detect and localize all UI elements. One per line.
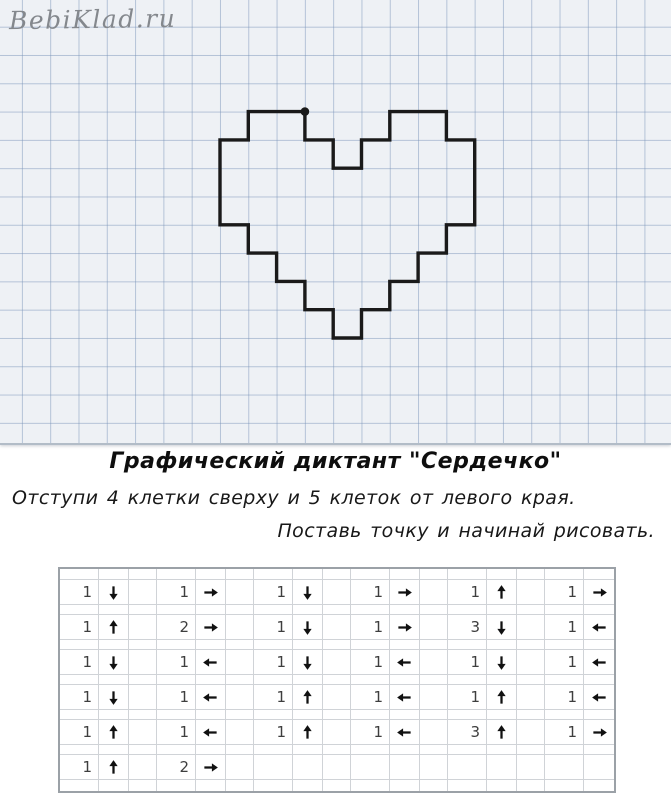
move-count: 1 (373, 617, 383, 636)
empty-grid-cell (226, 720, 254, 745)
move-count-cell (157, 615, 196, 640)
empty-grid-cell (254, 675, 293, 685)
empty-grid-cell (323, 640, 351, 650)
empty-grid-cell (487, 569, 517, 580)
arrow-right-icon (591, 724, 608, 741)
empty-grid-cell (60, 710, 99, 720)
empty-grid-cell (448, 710, 487, 720)
move-count: 1 (373, 687, 383, 706)
arrow-right-icon (202, 584, 219, 601)
empty-grid-cell (293, 755, 323, 780)
empty-grid-cell (196, 710, 226, 720)
empty-grid-cell (584, 780, 614, 791)
move-arrow-cell (390, 650, 420, 675)
move-count: 2 (179, 617, 189, 636)
arrow-down-icon (105, 584, 122, 601)
empty-grid-cell (517, 605, 545, 615)
empty-grid-cell (157, 605, 196, 615)
empty-grid-cell (545, 745, 584, 755)
empty-grid-cell (448, 755, 487, 780)
move-count-cell (254, 720, 293, 745)
arrow-left-icon (396, 654, 413, 671)
move-arrow-cell (584, 685, 614, 710)
arrow-up-icon (105, 619, 122, 636)
heart-outline (220, 112, 475, 338)
arrow-down-icon (299, 654, 316, 671)
empty-grid-cell (448, 605, 487, 615)
empty-grid-cell (99, 780, 129, 791)
empty-grid-cell (60, 569, 99, 580)
empty-grid-cell (420, 640, 448, 650)
empty-grid-cell (129, 720, 157, 745)
empty-grid-cell (254, 710, 293, 720)
empty-grid-cell (293, 640, 323, 650)
move-count: 1 (567, 617, 577, 636)
move-arrow-cell (487, 650, 517, 675)
empty-grid-cell (420, 745, 448, 755)
move-count: 1 (179, 582, 189, 601)
empty-grid-cell (420, 710, 448, 720)
move-count-cell (448, 580, 487, 605)
empty-grid-cell (420, 755, 448, 780)
empty-grid-cell (584, 710, 614, 720)
empty-grid-cell (517, 640, 545, 650)
move-arrow-cell (487, 720, 517, 745)
move-count: 1 (82, 617, 92, 636)
empty-grid-cell (226, 755, 254, 780)
watermark-text: BebiKlad.ru (8, 3, 177, 36)
move-count-cell (157, 650, 196, 675)
arrow-up-icon (493, 689, 510, 706)
move-count-cell (448, 650, 487, 675)
empty-grid-cell (99, 675, 129, 685)
empty-grid-cell (545, 569, 584, 580)
move-count: 1 (276, 582, 286, 601)
move-count-cell (157, 755, 196, 780)
move-count: 1 (373, 582, 383, 601)
empty-grid-cell (254, 755, 293, 780)
move-arrow-cell (293, 720, 323, 745)
instruction-line-1: Отступи 4 клетки сверху и 5 клеток от левого края. (12, 487, 576, 509)
empty-grid-cell (390, 710, 420, 720)
arrow-down-icon (299, 584, 316, 601)
arrow-right-icon (591, 584, 608, 601)
arrow-down-icon (105, 689, 122, 706)
move-arrow-cell (99, 615, 129, 640)
move-count-cell (351, 685, 390, 710)
arrow-down-icon (299, 619, 316, 636)
empty-grid-cell (487, 640, 517, 650)
empty-grid-cell (351, 745, 390, 755)
empty-grid-cell (517, 580, 545, 605)
move-count-cell (254, 615, 293, 640)
empty-grid-cell (196, 745, 226, 755)
empty-grid-cell (196, 675, 226, 685)
move-count-cell (254, 580, 293, 605)
move-count: 1 (82, 757, 92, 776)
empty-grid-cell (517, 710, 545, 720)
move-arrow-cell (196, 755, 226, 780)
move-arrow-cell (196, 580, 226, 605)
move-count: 1 (82, 582, 92, 601)
empty-grid-cell (226, 650, 254, 675)
move-count: 1 (179, 722, 189, 741)
move-arrow-cell (487, 685, 517, 710)
move-arrow-cell (99, 685, 129, 710)
empty-grid-cell (517, 755, 545, 780)
empty-grid-cell (323, 580, 351, 605)
arrow-right-icon (202, 619, 219, 636)
arrow-up-icon (299, 689, 316, 706)
empty-grid-cell (390, 569, 420, 580)
move-count-cell (448, 685, 487, 710)
arrow-left-icon (591, 689, 608, 706)
empty-grid-cell (226, 710, 254, 720)
empty-grid-cell (129, 780, 157, 791)
move-count: 1 (276, 722, 286, 741)
empty-grid-cell (584, 745, 614, 755)
arrow-right-icon (396, 619, 413, 636)
move-arrow-cell (99, 720, 129, 745)
move-arrow-cell (99, 580, 129, 605)
empty-grid-cell (129, 685, 157, 710)
move-count-cell (448, 720, 487, 745)
empty-grid-cell (390, 605, 420, 615)
move-count-cell (60, 755, 99, 780)
move-count: 1 (373, 722, 383, 741)
empty-grid-cell (390, 745, 420, 755)
worksheet-title: Графический диктант "Сердечко" (109, 449, 562, 474)
arrow-left-icon (591, 619, 608, 636)
move-arrow-cell (293, 650, 323, 675)
empty-grid-cell (351, 640, 390, 650)
arrow-left-icon (202, 689, 219, 706)
move-count: 3 (470, 617, 480, 636)
empty-grid-cell (293, 745, 323, 755)
empty-grid-cell (390, 780, 420, 791)
instruction-line-2: Поставь точку и начинай рисовать. (277, 520, 655, 542)
empty-grid-cell (129, 580, 157, 605)
arrow-right-icon (202, 759, 219, 776)
empty-grid-cell (323, 710, 351, 720)
empty-grid-cell (487, 605, 517, 615)
empty-grid-cell (196, 640, 226, 650)
empty-grid-cell (545, 675, 584, 685)
move-count: 1 (567, 687, 577, 706)
empty-grid-cell (545, 780, 584, 791)
empty-grid-cell (448, 780, 487, 791)
empty-grid-cell (60, 745, 99, 755)
empty-grid-cell (157, 745, 196, 755)
empty-grid-cell (487, 780, 517, 791)
empty-grid-cell (584, 640, 614, 650)
move-count-cell (351, 580, 390, 605)
move-count: 1 (179, 687, 189, 706)
arrow-down-icon (493, 654, 510, 671)
move-count: 1 (470, 652, 480, 671)
empty-grid-cell (226, 675, 254, 685)
arrow-left-icon (202, 724, 219, 741)
move-count-cell (157, 685, 196, 710)
move-count-cell (60, 720, 99, 745)
empty-grid-cell (448, 675, 487, 685)
empty-grid-cell (323, 720, 351, 745)
move-arrow-cell (487, 615, 517, 640)
move-arrow-cell (293, 615, 323, 640)
move-count: 1 (276, 687, 286, 706)
move-arrow-cell (390, 720, 420, 745)
empty-grid-cell (448, 640, 487, 650)
move-arrow-cell (293, 580, 323, 605)
empty-grid-cell (293, 780, 323, 791)
empty-grid-cell (517, 685, 545, 710)
empty-grid-cell (323, 780, 351, 791)
move-count: 1 (82, 652, 92, 671)
empty-grid-cell (420, 650, 448, 675)
empty-grid-cell (129, 675, 157, 685)
move-count: 1 (373, 652, 383, 671)
empty-grid-cell (196, 605, 226, 615)
arrow-up-icon (493, 584, 510, 601)
empty-grid-cell (129, 640, 157, 650)
empty-grid-cell (584, 675, 614, 685)
empty-grid-cell (323, 650, 351, 675)
move-count: 1 (179, 652, 189, 671)
empty-grid-cell (420, 720, 448, 745)
empty-grid-cell (517, 650, 545, 675)
arrow-up-icon (493, 724, 510, 741)
empty-grid-cell (60, 605, 99, 615)
arrow-down-icon (105, 654, 122, 671)
move-arrow-cell (584, 615, 614, 640)
empty-grid-cell (420, 580, 448, 605)
empty-grid-cell (226, 605, 254, 615)
empty-grid-cell (390, 675, 420, 685)
empty-grid-cell (226, 569, 254, 580)
move-count-cell (545, 615, 584, 640)
arrow-up-icon (105, 759, 122, 776)
empty-grid-cell (584, 605, 614, 615)
empty-grid-cell (390, 640, 420, 650)
empty-grid-cell (254, 605, 293, 615)
empty-grid-cell (517, 675, 545, 685)
empty-grid-cell (226, 780, 254, 791)
empty-grid-cell (129, 755, 157, 780)
move-arrow-cell (196, 720, 226, 745)
move-count-cell (545, 650, 584, 675)
arrow-left-icon (396, 689, 413, 706)
empty-grid-cell (390, 755, 420, 780)
move-count-cell (545, 720, 584, 745)
arrow-up-icon (105, 724, 122, 741)
move-arrow-cell (584, 650, 614, 675)
arrow-right-icon (396, 584, 413, 601)
empty-grid-cell (448, 745, 487, 755)
move-arrow-cell (196, 615, 226, 640)
empty-grid-cell (129, 710, 157, 720)
move-count: 1 (567, 582, 577, 601)
empty-grid-cell (157, 780, 196, 791)
empty-grid-cell (129, 605, 157, 615)
empty-grid-cell (226, 640, 254, 650)
empty-grid-cell (157, 710, 196, 720)
empty-grid-cell (323, 745, 351, 755)
move-arrow-cell (196, 650, 226, 675)
arrow-up-icon (299, 724, 316, 741)
empty-grid-cell (351, 710, 390, 720)
empty-grid-cell (517, 569, 545, 580)
empty-grid-cell (545, 755, 584, 780)
empty-grid-cell (254, 780, 293, 791)
empty-grid-cell (99, 745, 129, 755)
empty-grid-cell (351, 605, 390, 615)
empty-grid-cell (517, 780, 545, 791)
empty-grid-cell (487, 745, 517, 755)
arrow-left-icon (591, 654, 608, 671)
empty-grid-cell (293, 605, 323, 615)
empty-grid-cell (157, 640, 196, 650)
move-arrow-cell (99, 755, 129, 780)
empty-grid-cell (420, 685, 448, 710)
move-count: 1 (276, 617, 286, 636)
empty-grid-cell (254, 640, 293, 650)
move-arrow-cell (293, 685, 323, 710)
empty-grid-cell (517, 745, 545, 755)
empty-grid-cell (487, 755, 517, 780)
empty-grid-cell (420, 569, 448, 580)
dictation-steps-table (58, 567, 616, 793)
move-count-cell (157, 580, 196, 605)
empty-grid-cell (129, 650, 157, 675)
empty-grid-cell (99, 710, 129, 720)
empty-grid-cell (99, 569, 129, 580)
move-count-cell (60, 685, 99, 710)
empty-grid-cell (584, 755, 614, 780)
move-count: 1 (82, 687, 92, 706)
move-arrow-cell (390, 615, 420, 640)
arrow-down-icon (493, 619, 510, 636)
empty-grid-cell (60, 640, 99, 650)
move-count-cell (254, 650, 293, 675)
empty-grid-cell (323, 605, 351, 615)
empty-grid-cell (60, 780, 99, 791)
empty-grid-cell (129, 745, 157, 755)
empty-grid-cell (323, 675, 351, 685)
move-count: 3 (470, 722, 480, 741)
move-count-cell (545, 580, 584, 605)
empty-grid-cell (420, 780, 448, 791)
empty-grid-cell (323, 685, 351, 710)
empty-grid-cell (545, 710, 584, 720)
empty-grid-cell (545, 640, 584, 650)
empty-grid-cell (226, 580, 254, 605)
empty-grid-cell (323, 755, 351, 780)
move-arrow-cell (584, 580, 614, 605)
move-arrow-cell (390, 580, 420, 605)
empty-grid-cell (254, 745, 293, 755)
move-count-cell (448, 615, 487, 640)
empty-grid-cell (487, 675, 517, 685)
move-count: 1 (470, 582, 480, 601)
empty-grid-cell (517, 720, 545, 745)
empty-grid-cell (351, 780, 390, 791)
move-count: 2 (179, 757, 189, 776)
empty-grid-cell (99, 640, 129, 650)
empty-grid-cell (293, 569, 323, 580)
move-count-cell (60, 580, 99, 605)
move-count-cell (254, 685, 293, 710)
empty-grid-cell (420, 675, 448, 685)
empty-grid-cell (420, 615, 448, 640)
move-arrow-cell (487, 580, 517, 605)
empty-grid-cell (323, 615, 351, 640)
move-arrow-cell (390, 685, 420, 710)
empty-grid-cell (157, 569, 196, 580)
move-count-cell (351, 650, 390, 675)
empty-grid-cell (351, 569, 390, 580)
empty-grid-cell (448, 569, 487, 580)
empty-grid-cell (323, 569, 351, 580)
move-arrow-cell (99, 650, 129, 675)
empty-grid-cell (293, 710, 323, 720)
empty-grid-cell (129, 615, 157, 640)
empty-grid-cell (584, 569, 614, 580)
move-count-cell (60, 650, 99, 675)
move-count-cell (351, 615, 390, 640)
move-count-cell (60, 615, 99, 640)
empty-grid-cell (420, 605, 448, 615)
empty-grid-cell (293, 675, 323, 685)
move-arrow-cell (196, 685, 226, 710)
empty-grid-cell (129, 569, 157, 580)
empty-grid-cell (60, 675, 99, 685)
empty-grid-cell (226, 745, 254, 755)
move-count-cell (545, 685, 584, 710)
empty-grid-cell (351, 755, 390, 780)
empty-grid-cell (99, 605, 129, 615)
move-count: 1 (567, 652, 577, 671)
move-count-cell (157, 720, 196, 745)
empty-grid-cell (196, 780, 226, 791)
empty-grid-cell (226, 615, 254, 640)
move-count: 1 (567, 722, 577, 741)
move-count: 1 (82, 722, 92, 741)
move-count-cell (351, 720, 390, 745)
arrow-left-icon (396, 724, 413, 741)
empty-grid-cell (487, 710, 517, 720)
move-count: 1 (470, 687, 480, 706)
empty-grid-cell (196, 569, 226, 580)
empty-grid-cell (517, 615, 545, 640)
move-arrow-cell (584, 720, 614, 745)
arrow-left-icon (202, 654, 219, 671)
start-dot (301, 107, 310, 116)
empty-grid-cell (545, 605, 584, 615)
empty-grid-cell (157, 675, 196, 685)
empty-grid-cell (254, 569, 293, 580)
move-count: 1 (276, 652, 286, 671)
empty-grid-cell (351, 675, 390, 685)
empty-grid-cell (226, 685, 254, 710)
